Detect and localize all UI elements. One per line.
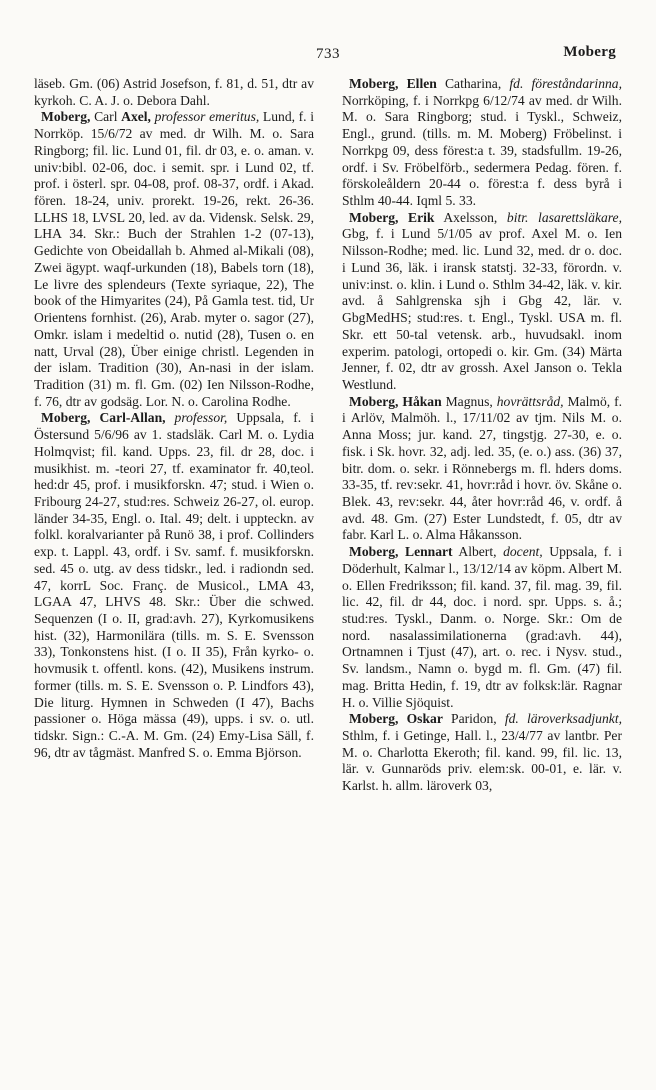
entry-text: Sthlm, f. i Getinge, Hall. l., 23/4/77 av lantbr. Per M. o. Charlotta Ekeroth; fil. kand. 99, fil. lic. 13, lär. v. Gunnaröds priv. elem:sk. 00-01, e. lär. v. Karlst. h. allm. läroverk 03, (342, 728, 622, 794)
entry-middle-name: Catharina, (436, 76, 510, 91)
entry-moberg-erik (342, 210, 622, 394)
entry-callname: Carl-Allan, (99, 410, 166, 426)
entry-surname: Moberg, (349, 711, 399, 727)
entry-title: professor emeritus, (150, 109, 260, 125)
page-number: 733 (316, 46, 340, 62)
entry-text: Malmö, f. i Arlöv, Malmöh. l., 17/11/02 av tjm. Nils M. o. Anna Moss; jur. kand. 27, tingstjg. 27-30, e. o. fisk. i Sk. hovr. 32, adj. led. 35, (e. o.) ass. (36) 37, bitr. dom. o. sekr. i Rönnebergs m. fl. hders doms. 33-35, tf. rev:sekr. 41, hovr:råd i hovr. öv. Skåne o. Blek. 43, rev:sekr. 44, åter hovr:råd 46, v. ordf. å avd. 48. Gm. (27) Ester Lundstedt, f. 05, dtr av fabr. Karl L. o. Alma Håkansson. (342, 393, 622, 543)
entry-surname: Moberg, (349, 76, 399, 91)
entry-moberg-hakan (342, 394, 622, 544)
entry-continuation (34, 76, 314, 109)
entry-title: hovrättsråd, (496, 393, 564, 409)
entry-text: Uppsala, f. i Östersund 5/6/96 av 1. stadsläk. Carl M. o. Lydia Holmqvist; fil. kand. Upps. 23, fil. dr 28, doc. i musikhist. m. -teori 27, tf. examinator fr. 40,teol. hed:dr 45, prof. i musikforskn. 47; stud. i Wien o. Fribourg 24-27, stud:res. Schweiz 26-27, ol. europ. länder 34-35, Engl. o. Ital. 49; delt. i uppteckn. av folkl. koralvarianter på Runö 38, i prof. Collinders exp. t. Lappl. 43, ordf. i Sv. samf. f. musikforskn. sed. 45 o. utg. av dess tidskr., led. i radiondn sed. 47, korrL Soc. Franç. de Musicol., LMA 43, LGAA 47, LHVS 48. Skr.: Über die schwed. Sequenzen (I o. II, grad:avh. 27), Kyrkomusikens hist. (32), Harmonilära (tills. m. S. E. Svensson 33), Tonkonstens hist. (I o. II 35), Från kyrko- o. hovmusik t. offentl. kons. (42), Musikens instrum. former (tills. m. S. E. Svensson o. P. Lindfors 43), Die liturg. Hymnen in Schweden (I 47), Bachs passioner o. Höga mässa (49), upps. i sv. o. utl. tidskr. Sign.: C.-A. M. Gm. (24) Emy-Lisa Säll, f. 96, dtr av tågmäst. Manfred S. o. Emma Björson. (34, 410, 314, 760)
entry-callname: Håkan (402, 393, 442, 409)
entry-callname: Ellen (406, 76, 437, 91)
entry-given-name (398, 210, 408, 225)
right-column (342, 76, 622, 795)
entry-middle-name: Paridon, (442, 711, 505, 727)
entry-callname: Oskar (406, 711, 443, 727)
entry-title: bitr. lasarettsläkare, (506, 209, 622, 225)
entry-middle-name: Axelsson, (434, 209, 507, 225)
entry-surname: Moberg, (349, 544, 399, 560)
entry-surname: Moberg, (41, 109, 91, 125)
entry-text: Uppsala, f. i Döderhult, Kalmar l., 13/12/14 av köpm. Albert M. o. Ellen Fredriksson; fil. kand. 37, fil. mag. 39, fil. lic. 42, fil. dr 44, doc. i nord. spr. Upps. s. å.; stud:res. Tyskl., Danm. o. Norge. Skr.: Om de nord. nasalassimilationerna (grad:avh. 44), Ortnamnen i Tjust (47), art. o. rec. i Nysv. stud., Sv. landsm., Namn o. bygd m. fl. Gm. (47) fil. mag. Britta Hedin, f. 19, dtr av folksk:lär. Ragnar H. o. Villie Sjöquist. (342, 544, 622, 710)
entry-callname: Erik (408, 209, 435, 225)
left-column (34, 76, 314, 761)
entry-text: Norrköping, f. i Norrkpg 6/12/74 av med. dr Wilh. M. o. Sara Ringborg; stud. i Tyskl., Schweiz, Engl., grund. (tills. m. M. Moberg) Fröbelinst. i Norrkpg 09, dess förest:a t. 39, stadsfullm. 19-26, ordf. i Sv. Fröbelförb., sedermera Pedag. fören. f. förskoleåldern 20-44 o. förest:a f. dess byrå i Sthlm 40-44. Iqml 5. 33. (342, 92, 622, 209)
entry-title: docent, (503, 544, 543, 560)
entry-title: professor, (165, 410, 228, 426)
entry-moberg-carl-allan (34, 410, 314, 761)
entry-middle-name: Magnus, (441, 393, 497, 409)
entry-moberg-oskar (342, 711, 622, 795)
entry-surname: Moberg, (41, 410, 91, 426)
entry-text: Lund, f. i Norrköp. 15/6/72 av med. dr Wilh. M. o. Sara Ringborg; fil. lic. Lund 01, fil. dr 03, e. o. aman. v. univ:bibl. 02-06, doc. i semit. spr. i Lund 02, tf. prof. i österl. spr. 04-08, prof. 08-37, ordf. i Akad. fören. 18-24, univ. prorekt. 19-26, rekt. 26-36. LLHS 18, LVSL 20, led. av da. Vidensk. Selsk. 29, LHA 34. Skr.: Buch der Strahlen 1-2 (07-13), Gedichte von Obeidallah b. Ahmed al-Mikali (08), Zwei ägypt. waqf-urkunden (18), Babels torn (18), Le livre des splendeurs (Texte syriaque, 22), The book of the Himyarites (24), På Gamla test. tid, Ur Orientens fornhist. (26), Arab. myter o. sagor (27), Omkr. islam i medeltid o. nutid (28), Tusen o. en natt, Urval (28), Über einige christl. Legenden in der islam. Tradition (30), An-nasi in der islam. Tradition (31) m. fl. Gm. (02) Ien Nilsson-Rodhe, f. 76, dtr av godsäg. Lor. N. o. Carolina Rodhe. (34, 109, 314, 409)
entry-text: läseb. Gm. (06) Astrid Josefson, f. 81, d. 51, dtr av kyrkoh. C. A. J. o. Debora Dahl. (34, 76, 314, 108)
entry-given-name (398, 711, 406, 726)
entry-moberg-carl-axel (34, 109, 314, 410)
entry-title: fd. föreståndarinna, (509, 76, 622, 91)
running-head: Moberg (563, 44, 616, 60)
entry-given-name: Carl (90, 109, 122, 125)
entry-surname: Moberg, (349, 393, 399, 409)
entry-middle-name: Albert, (452, 544, 504, 560)
entry-surname: Moberg, (349, 209, 399, 225)
entry-moberg-ellen (342, 76, 622, 210)
entry-callname: Lennart (405, 544, 453, 560)
entry-moberg-lennart (342, 544, 622, 711)
entry-callname: Axel, (121, 109, 151, 125)
entry-title: fd. läroverksadjunkt, (504, 711, 622, 727)
entry-text: Gbg, f. i Lund 5/1/05 av prof. Axel M. o. Ien Nilsson-Rodhe; med. lic. Lund 32, med. dr o. doc. i Lund 36, läk. i iransk statstj. 32-33, förordn. v. univ:inst. o. klin. i Lund o. Sthlm 34-42, läk. v. kir. avd. å Sahlgrenska sjh i Gbg 42, lär. v. GbgMedHS; stud:res. t. Engl., Tyskl. USA m. fl. Skr. ett 50-tal vetensk. arb., huvudsakl. inom experim. patologi, ortopedi o. kir. Gm. (34) Märta Jenner, f. 02, dtr av grossh. Axel Janson o. Tekla Westlund. (342, 226, 622, 392)
entry-given-name (398, 76, 406, 91)
